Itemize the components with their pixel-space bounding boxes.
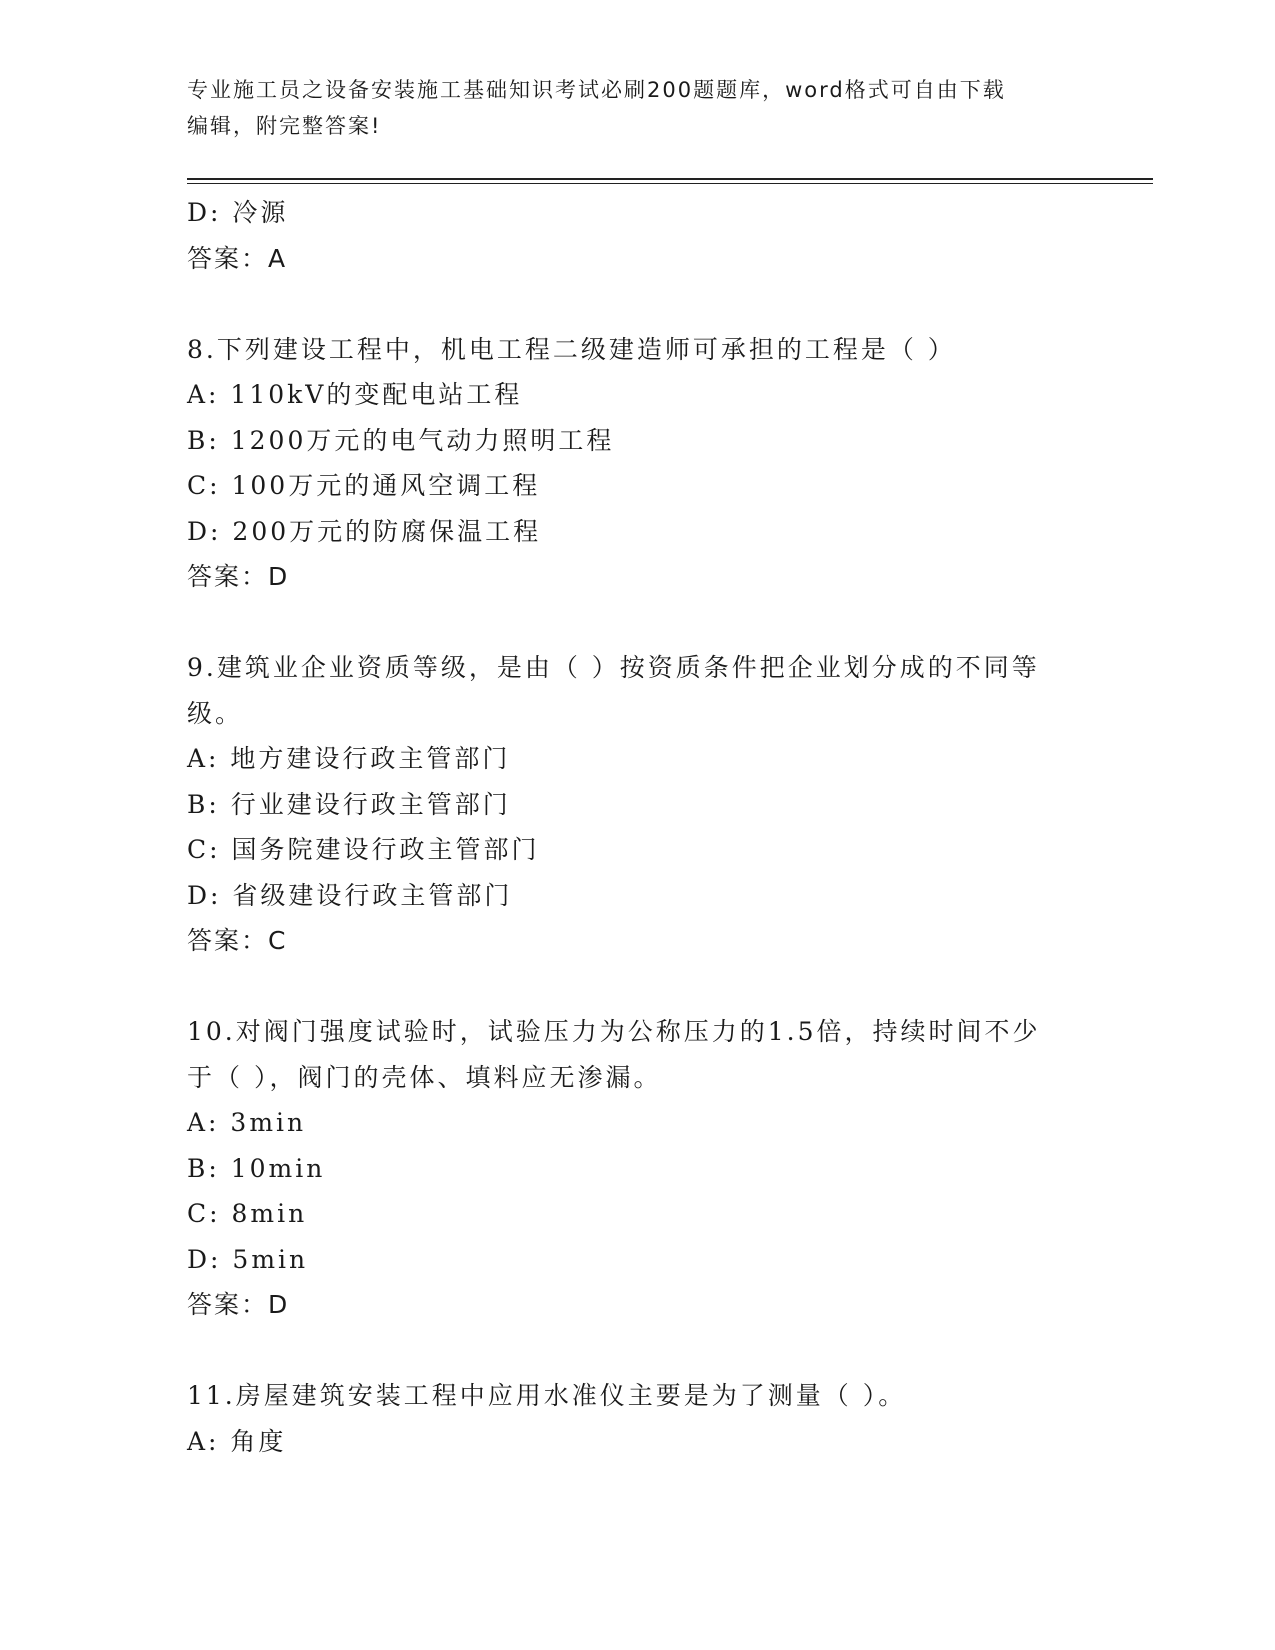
header-divider-thick [187, 178, 1153, 180]
option-d: D: 5min [187, 1244, 309, 1274]
question-8 [187, 327, 1087, 600]
answer: 答案：A [187, 243, 288, 273]
option-c: C: 100万元的通风空调工程 [187, 471, 541, 500]
question-stem: 8.下列建设工程中，机电工程二级建造师可承担的工程是（ ） [187, 334, 956, 364]
spacer [187, 1328, 1087, 1374]
answer: 答案：D [187, 1290, 290, 1319]
answer: 答案：C [187, 926, 288, 955]
header-line-2: 编辑，附完整答案! [187, 114, 382, 138]
answer: 答案：D [187, 562, 290, 591]
option-a: A: 110kV的变配电站工程 [187, 380, 523, 409]
option-c: C: 8min [187, 1199, 308, 1228]
option-a: A: 地方建设行政主管部门 [187, 744, 511, 773]
option-b: B: 行业建设行政主管部门 [187, 789, 511, 819]
header-divider-thin [187, 183, 1153, 184]
option-d: D: 冷源 [187, 198, 289, 227]
option-d: D: 200万元的防腐保温工程 [187, 516, 542, 546]
option-c: C: 国务院建设行政主管部门 [187, 835, 540, 864]
spacer [187, 964, 1087, 1010]
option-b: B: 10min [187, 1153, 326, 1183]
option-a: A: 3min [187, 1108, 307, 1137]
question-10 [187, 1009, 1087, 1328]
question-content [187, 190, 1087, 1464]
header-line-1: 专业施工员之设备安装施工基础知识考试必刷200题题库，word格式可自由下载 [187, 78, 1006, 102]
spacer [187, 281, 1087, 327]
question-9 [187, 645, 1087, 964]
document-header [187, 72, 1067, 144]
option-d: D: 省级建设行政主管部门 [187, 880, 513, 910]
option-b: B: 1200万元的电气动力照明工程 [187, 425, 615, 455]
question-stem: 11.房屋建筑安装工程中应用水准仪主要是为了测量（ ）。 [187, 1381, 907, 1410]
option-a: A: 角度 [187, 1426, 287, 1456]
question-stem: 9.建筑业企业资质等级，是由（ ）按资质条件把企业划分成的不同等级。 [187, 653, 1040, 728]
spacer [187, 600, 1087, 646]
question-11 [187, 1373, 1087, 1464]
question-stem: 10.对阀门强度试验时，试验压力为公称压力的1.5倍，持续时间不少于（ ），阀门的壳体、填料应无渗漏。 [187, 1017, 1041, 1092]
